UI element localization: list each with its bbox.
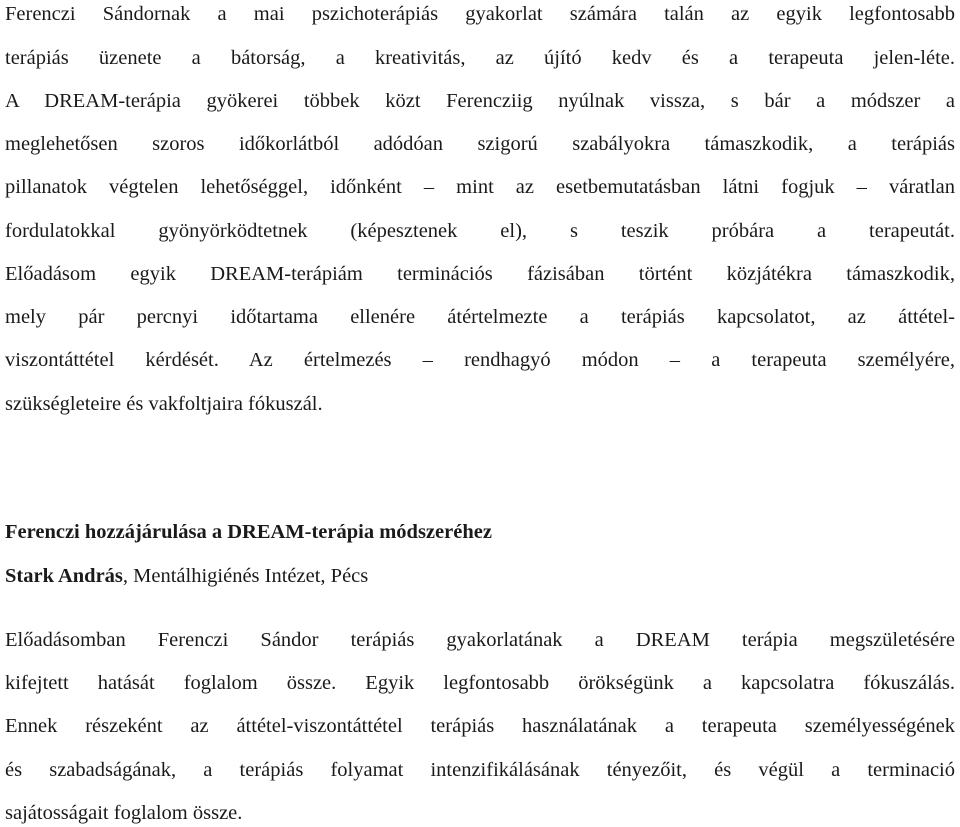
abstract-2-line: Előadásomban Ferenczi Sándor terápiás gyakorlatának a DREAM terápia megszületésére bbox=[5, 629, 955, 651]
author-affiliation: , Mentálhigiénés Intézet, Pécs bbox=[122, 565, 369, 587]
author-name: Stark András bbox=[5, 565, 123, 587]
abstract-1-line: meglehetősen szoros időkorlátból adódóan szigorú szabályokra támaszkodik, a terápiás bbox=[5, 133, 955, 155]
abstract-1-line: viszontáttétel kérdését. Az értelmezés – rendhagyó módon – a terapeuta személyére, bbox=[5, 349, 955, 371]
abstract-1-line: Előadásom egyik DREAM-terápiám terminációs fázisában történt közjátékra támaszkodik, bbox=[5, 263, 955, 285]
abstract-1-line: szükségleteire és vakfoltjaira fókuszál. bbox=[5, 393, 323, 415]
abstract-2-line: kifejtett hatását foglalom össze. Egyik legfontosabb örökségünk a kapcsolatra fókuszálás. bbox=[5, 672, 955, 694]
abstract-1-line: fordulatokkal gyönyörködtetnek (képesztenek el), s teszik próbára a terapeutát. bbox=[5, 220, 955, 242]
abstract-1-line: pillanatok végtelen lehetőséggel, időnként – mint az esetbemutatásban látni fogjuk – váratlan bbox=[5, 176, 955, 198]
abstract-title: Ferenczi hozzájárulása a DREAM-terápia módszeréhez bbox=[5, 521, 492, 543]
author-line bbox=[5, 564, 955, 588]
abstract-2-line: és szabadságának, a terápiás folyamat intenzifikálásának tényezőit, és végül a terminació bbox=[5, 759, 955, 781]
abstract-1-line: A DREAM-terápia gyökerei többek közt Ferencziig nyúlnak vissza, s bár a módszer a bbox=[5, 90, 955, 112]
abstract-2-line: Ennek részeként az áttétel-viszontáttétel terápiás használatának a terapeuta személyességének bbox=[5, 715, 955, 737]
abstract-1-line: terápiás üzenete a bátorság, a kreativitás, az újító kedv és a terapeuta jelen-léte. bbox=[5, 47, 955, 69]
abstract-1-line: Ferenczi Sándornak a mai pszichoterápiás gyakorlat számára talán az egyik legfontosabb bbox=[5, 3, 955, 25]
abstract-1-line: mely pár percnyi időtartama ellenére átértelmezte a terápiás kapcsolatot, az áttétel- bbox=[5, 306, 955, 328]
abstract-2-line: sajátosságait foglalom össze. bbox=[5, 802, 243, 824]
